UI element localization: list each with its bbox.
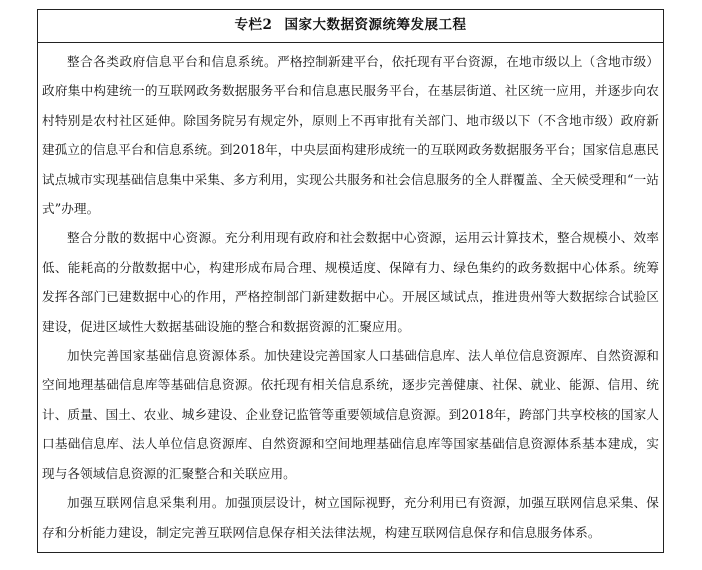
paragraph-body: 充分利用现有政府和社会数据中心资源，运用云计算技术，整合规模小、效率低、能耗高的分散数据中心，构建形成布局合理、规模适度、保障有力、绿色集约的政务数据中心体系。统筹发挥各部门已建数据中心的作用，严格控制部门新建数据中心。开展区域试点，推进贵州等大数据综合试验区建设，促进区域性大数据基础设施的整合和数据资源的汇聚应用。 — [42, 230, 659, 334]
paragraph-data-center-integration — [42, 223, 659, 341]
paragraph-lead: 整合各类政府信息平台和信息系统。 — [67, 54, 278, 69]
paragraph-body: 加快建设完善国家人口基础信息库、法人单位信息资源库、自然资源和空间地理基础信息库等基础信息资源。依托现有相关信息系统，逐步完善健康、社保、就业、能源、信用、统计、质量、国土、农业、城乡建设、企业登记监管等重要领域信息资源。到2018年，跨部门共享校核的国家人口基础信息库、法人单位信息资源库、自然资源和空间地理基础信息库等国家基础信息资源体系基本建成，实现与各领域信息资源的汇聚整合和关联应用。 — [42, 348, 660, 481]
paragraph-lead: 加强互联网信息采集利用。 — [67, 495, 225, 511]
box-label: 专栏2 — [234, 17, 273, 33]
paragraph-basic-info-resources — [42, 341, 659, 488]
paragraph-lead: 加快完善国家基础信息资源体系。 — [67, 348, 265, 364]
paragraph-body: 加强顶层设计，树立国际视野，充分利用已有资源，加强互联网信息采集、保存和分析能力建设，制定完善互联网信息保存相关法律法规，构建互联网信息保存和信息服务体系。 — [42, 495, 659, 540]
box-content — [38, 43, 663, 547]
paragraph-internet-info-collection — [42, 488, 659, 547]
paragraph-lead: 整合分散的数据中心资源。 — [67, 230, 225, 246]
paragraph-body: 严格控制新建平台，依托现有平台资源，在地市级以上（含地市级）政府集中构建统一的互联网政务数据服务平台和信息惠民服务平台，在基层街道、社区统一应用，并逐步向农村特别是农村社区延伸。除国务院另有规定外，原则上不再审批有关部门、地市级以下（不含地市级）政府新建孤立的信息平台和信息系统。到2018年，中央层面构建形成统一的互联网政务数据服务平台；国家信息惠民试点城市实现基础信息集中采集、多方利用，实现公共服务和社会信息服务的全人群覆盖、全天候受理和“一站式”办理。 — [42, 54, 660, 217]
column-box — [37, 9, 664, 553]
box-title: 国家大数据资源统筹发展工程 — [284, 17, 467, 33]
box-title-row — [38, 10, 663, 43]
paragraph-platform-integration — [42, 47, 659, 223]
